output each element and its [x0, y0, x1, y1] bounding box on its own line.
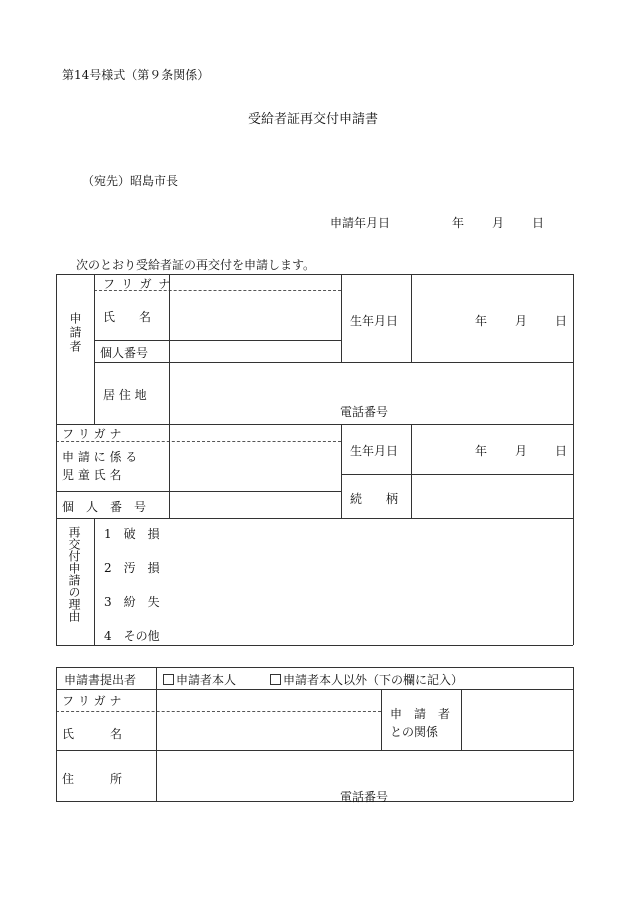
applicant-section-label: 申請者: [68, 312, 82, 354]
child-birth-month: 月: [515, 444, 528, 458]
reason-option-lost[interactable]: 3 紛 失: [104, 595, 160, 609]
submitter-option-other[interactable]: 申請者本人以外（下の欄に記入）: [270, 671, 463, 688]
reason-option-other[interactable]: 4 その他: [104, 629, 160, 643]
checkbox-other[interactable]: [270, 674, 281, 685]
reason-section-label: 再交付申請の理由: [67, 526, 81, 622]
date-month-label: 月: [492, 216, 505, 230]
child-birthdate-label: 生年月日: [350, 444, 399, 458]
submitter-phone-label: 電話番号: [340, 790, 389, 804]
applicant-birth-month: 月: [515, 314, 528, 328]
checkbox-self[interactable]: [163, 674, 174, 685]
reason-option-damaged[interactable]: 1 破 損: [104, 527, 160, 541]
applicant-individual-number-label: 個人番号: [100, 346, 149, 360]
submitter-name-label: 氏 名: [62, 727, 123, 741]
application-date-label: 申請年月日: [330, 216, 391, 230]
applicant-birth-year: 年: [475, 314, 488, 328]
submitter-label: 申請書提出者: [64, 673, 137, 687]
applicant-birthdate-label: 生年月日: [350, 314, 399, 328]
applicant-birth-day: 日: [555, 314, 568, 328]
applicant-phone-label: 電話番号: [340, 405, 389, 419]
submitter-option-self[interactable]: 申請者本人: [163, 671, 236, 688]
child-birth-day: 日: [555, 444, 568, 458]
reason-option-soiled[interactable]: 2 汚 損: [104, 561, 160, 575]
child-relation-label: 続 柄: [350, 492, 399, 506]
submitter-furigana-label: フ リ ガ ナ: [62, 694, 122, 708]
child-name-label-2: 児 童 氏 名: [62, 468, 122, 482]
addressee: （宛先）昭島市長: [82, 174, 179, 188]
form-number: 第14号様式（第９条関係）: [62, 68, 210, 82]
relation-label-2: との関係: [390, 725, 439, 739]
relation-label-1: 申 請 者: [390, 707, 451, 721]
applicant-furigana-label: フリガナ: [103, 277, 177, 291]
child-birth-year: 年: [475, 444, 488, 458]
applicant-name-label: 氏 名: [103, 310, 152, 324]
date-year-label: 年: [452, 216, 465, 230]
applicant-address-label: 居 住 地: [103, 388, 147, 402]
child-furigana-label: フ リ ガ ナ: [62, 427, 122, 441]
child-name-label-1: 申 請 に 係 る: [62, 450, 138, 464]
page-title: 受給者証再交付申請書: [248, 112, 379, 127]
child-individual-number-label: 個 人 番 号: [62, 500, 147, 514]
date-day-label: 日: [532, 216, 545, 230]
intro-text: 次のとおり受給者証の再交付を申請します。: [76, 258, 316, 272]
submitter-address-label: 住 所: [62, 772, 123, 786]
